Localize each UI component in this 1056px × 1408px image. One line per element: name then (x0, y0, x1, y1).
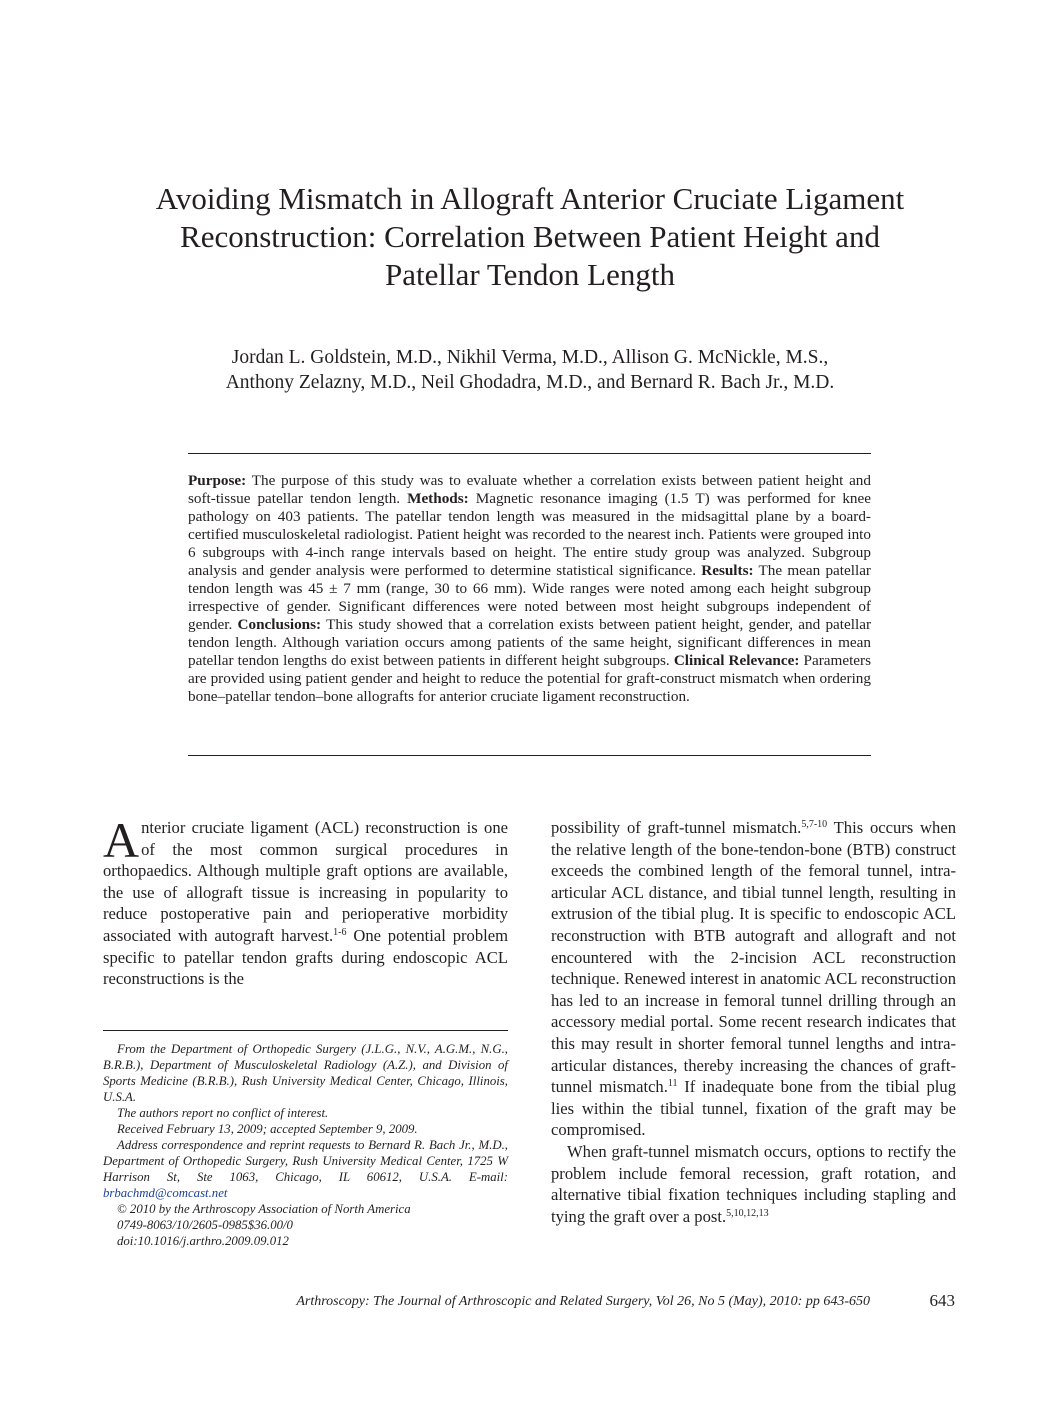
intro-paragraph (103, 812, 508, 990)
footnote-conflict: The authors report no conflict of interest. (117, 1106, 329, 1120)
authors-line-2: Anthony Zelazny, M.D., Neil Ghodadra, M.D., and Bernard R. Bach Jr., M.D. (225, 372, 835, 393)
author-list (100, 345, 960, 395)
citation-ref: 5,10,12,13 (726, 1207, 769, 1219)
abstract-methods-text: Magnetic resonance imaging (1.5 T) was performed for knee pathology on 403 patients. The patellar tendon length was measured in the midsagittal plane by a board-certified musculoskeletal radiologist. Patient height was recorded to the nearest inch. Patients were grouped into 6 subgroups with 4-inch range intervals based on height. The entire study group was analyzed. Subgroup analysis and gender analysis were performed to determine statistical significance. (188, 490, 871, 579)
citation-ref: 1-6 (333, 926, 347, 938)
abstract-results-text: The mean patellar tendon length was 45 ± 7 mm (range, 30 to 66 mm). Wide ranges were noted among each height subgroup irrespective of gender. Significant differences were noted between most height subgroups independent of gender. (188, 562, 871, 633)
p2-text: possibility of graft-tunnel mismatch. (551, 818, 802, 837)
article-footnotes (103, 1041, 508, 1249)
footnote-doi: doi:10.1016/j.arthro.2009.09.012 (117, 1234, 289, 1248)
abstract-relevance-label: Clinical Relevance: (673, 652, 800, 669)
page-number: 643 (929, 1291, 955, 1310)
footnote-issn: 0749-8063/10/2605-0985$36.00/0 (117, 1218, 293, 1232)
p2-text-cont: This occurs when the relative length of the bone-tendon-bone (BTB) construct exceeds the combined length of the femoral tunnel, intra-articular ACL distance, and tibial tunnel length, resulting in extrusion of the tibial plug. It is specific to endoscopic ACL reconstruction with BTB autograft and allograft and not encountered with the 2-incision ACL reconstruction technique. Renewed interest in anatomic ACL reconstruction has led to an increase in femoral tunnel drilling through an accessory medial portal. Some recent research indicates that this may result in shorter femoral tunnel lengths and intra-articular distances, thereby increasing the chances of graft-tunnel mismatch. (551, 818, 956, 1097)
body-right-column (551, 817, 956, 1227)
article-title (100, 180, 960, 294)
abstract-purpose-text: The purpose of this study was to evaluate whether a correlation exists between patient height and soft-tissue patellar tendon length. (188, 472, 871, 507)
journal-citation: Arthroscopy: The Journal of Arthroscopic and Related Surgery, Vol 26, No 5 (May), 2010: pp 643-650 (296, 1294, 870, 1309)
drop-cap: A (103, 812, 140, 868)
p2-text-end: If inadequate bone from the tibial plug lies within the tibial tunnel, fixation of the graft may be compromised. (551, 1077, 956, 1140)
abstract-bottom-rule (188, 755, 871, 756)
abstract-conclusions-label: Conclusions: (237, 616, 322, 633)
title-line-2: Reconstruction: Correlation Between Patient Height and (180, 219, 880, 254)
footnote-address-text: Address correspondence and reprint requests to Bernard R. Bach Jr., M.D., Department of Orthopedic Surgery, Rush University Medical Center, 1725 W Harrison St, Ste 1063, Chicago, IL 60612, U.S.A. E-mail: (103, 1138, 508, 1184)
citation-ref: 5,7-10 (801, 819, 828, 830)
abstract-conclusions-text: This study showed that a correlation exists between patient height, gender, and patellar tendon length. Although variation occurs among patients of the same height, significant differences in mean patellar tendon lengths do exist between patients in different height subgroups. (188, 616, 871, 669)
authors-line-1: Jordan L. Goldstein, M.D., Nikhil Verma, M.D., Allison G. McNickle, M.S., (231, 347, 829, 368)
footnote-address (103, 1137, 508, 1201)
abstract-purpose-label: Purpose: (188, 472, 247, 489)
body-paragraph-3 (551, 1141, 956, 1227)
abstract-results-label: Results: (701, 562, 754, 579)
abstract-methods-label: Methods: (407, 490, 469, 507)
footnote-copyright: © 2010 by the Arthroscopy Association of North America (117, 1202, 411, 1216)
body-left-column (103, 812, 508, 990)
footnote-rule (103, 1030, 508, 1031)
title-line-3: Patellar Tendon Length (385, 257, 675, 292)
footnote-received: Received February 13, 2009; accepted September 9, 2009. (117, 1122, 418, 1136)
intro-text: nterior cruciate ligament (ACL) reconstruction is one of the most common surgical procedures in orthopaedics. Although multiple graft options are available, the use of allograft tissue is increasing in popularity to reduce postoperative pain and perioperative morbidity associated with autograft harvest. (103, 818, 508, 945)
citation-ref: 11 (667, 1078, 678, 1090)
p3-text: When graft-tunnel mismatch occurs, options to rectify the problem include femoral recession, graft rotation, and alternative tibial fixation techniques including stapling and tying the graft over a post. (551, 1141, 956, 1226)
footnote-affiliation: From the Department of Orthopedic Surgery (J.L.G., N.V., A.G.M., N.G., B.R.B.), Department of Musculoskeletal Radiology (A.Z.), and Division of Sports Medicine (B.R.B.), Rush University Medical Center, Chicago, Illinois, U.S.A. (103, 1042, 508, 1104)
body-paragraph-2 (551, 817, 956, 1141)
intro-text-cont: One potential problem specific to patellar tendon grafts during endoscopic ACL reconstructions is the (103, 925, 508, 989)
email-link[interactable]: brbachmd@comcast.net (103, 1186, 228, 1200)
abstract-top-rule (188, 453, 871, 454)
title-line-1: Avoiding Mismatch in Allograft Anterior Cruciate Ligament (155, 181, 905, 216)
abstract-relevance-text: Parameters are provided using patient gender and height to reduce the potential for graft-construct mismatch when ordering bone–patellar tendon–bone allografts for anterior cruciate ligament reconstruction. (188, 652, 871, 705)
abstract (188, 472, 871, 706)
